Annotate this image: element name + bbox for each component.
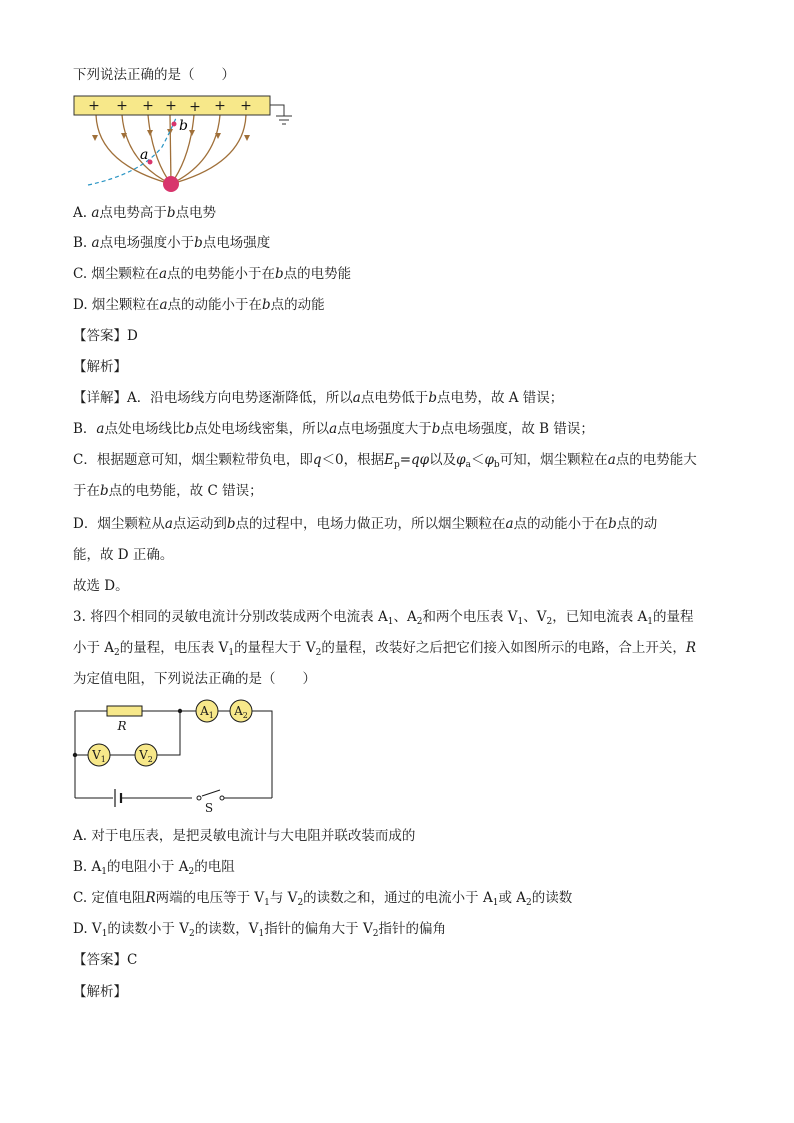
arrow-icon	[92, 135, 98, 141]
q2-option-b: B. a点电场强度小于b点电场强度	[73, 235, 271, 251]
plus-sign: +	[116, 98, 128, 114]
q3-option-c: C. 定值电阻R两端的电压等于 $V_1$与 $V_2$的读数之和，通过的电流小于 $A_1$或 $A_2$的读数	[73, 890, 573, 908]
q3-option-a: A. 对于电压表，是把灵敏电流计与大电阻并联改装而成的	[73, 828, 416, 844]
q2-option-d: D. 烟尘颗粒在a点的动能小于在b点的动能	[73, 297, 325, 313]
q3-stem-line3: 为定值电阻，下列说法正确的是（ ）	[73, 671, 316, 687]
arrow-icon	[147, 130, 153, 136]
junction-dot	[73, 753, 77, 757]
plus-sign: +	[165, 98, 177, 114]
ammeter-a2-label: $A_2$	[234, 704, 248, 720]
q2-option-a: A. a点电势高于b点电势	[73, 205, 217, 221]
field-line	[96, 115, 171, 184]
resistor-r	[107, 706, 142, 716]
q2-detail-c2: 于在b点的电势能，故 C 错误；	[73, 483, 263, 499]
q2-detail-b: B．a点处电场线比b点处电场线密集，所以a点电场强度大于b点电场强度，故 B 错误；	[73, 421, 594, 437]
field-line	[148, 115, 171, 184]
circuit-diagram	[72, 700, 282, 815]
plus-sign: +	[240, 98, 252, 114]
field-lines	[96, 115, 246, 184]
field-figure	[70, 92, 300, 197]
q2-conclusion: 故选 D。	[73, 578, 129, 594]
resistor-label: R	[117, 719, 127, 733]
q2-detail-d2: 能，故 D 正确。	[73, 547, 174, 563]
field-line	[170, 115, 171, 184]
q2-option-c: C. 烟尘颗粒在a点的电势能小于在b点的电势能	[73, 266, 352, 282]
label-b: b	[179, 118, 188, 134]
q3-stem-line1: 3. 将四个相同的灵敏电流计分别改装成两个电流表 $A_1$、$A_2$和两个电压表 $V_1$、$V_2$，已知电流表 $A_1$的量程	[73, 609, 694, 627]
negative-charge	[163, 176, 179, 192]
voltmeter-v2-label: $V_2$	[139, 748, 153, 764]
plus-sign: +	[214, 98, 226, 114]
switch-label: S	[204, 801, 214, 815]
q3-option-b: B. $A_1$的电阻小于 $A_2$的电阻	[73, 859, 235, 877]
q2-detail-a: 【详解】A．沿电场线方向电势逐渐降低，所以a点电势低于b点电势，故 A 错误；	[73, 390, 564, 406]
dust-trajectory	[88, 118, 176, 185]
switch-terminal	[220, 796, 224, 800]
switch-terminal	[197, 796, 201, 800]
plus-sign: +	[88, 98, 100, 114]
q2-detail-c1: C．根据题意可知，烟尘颗粒带负电，即q＜0，根据$E_p=q\varphi$以及$\varphi_a<\varphi_b$可知，烟尘颗粒在a点的电势能大	[73, 452, 697, 470]
q3-analysis-label: 【解析】	[73, 984, 127, 1000]
q2-stem: 下列说法正确的是（ ）	[73, 67, 235, 83]
label-a: a	[140, 147, 149, 163]
point-b	[172, 122, 177, 127]
q3-answer: 【答案】C	[73, 952, 138, 968]
q3-stem-line2: 小于 $A_2$的量程，电压表 $V_1$的量程大于 $V_2$的量程，改装好之后把它们接入如图所示的电路，合上开关，R	[73, 640, 697, 658]
plus-sign: +	[189, 99, 201, 115]
q2-detail-d1: D．烟尘颗粒从a点运动到b点的过程中，电场力做正功，所以烟尘颗粒在a点的动能小于在b点的动	[73, 516, 658, 532]
q2-analysis-label: 【解析】	[73, 359, 127, 375]
junction-dot	[178, 709, 182, 713]
ground-icon	[270, 105, 292, 124]
voltmeter-v1-label: $V_1$	[92, 748, 106, 764]
q3-option-d: D. $V_1$的读数小于 $V_2$的读数，$V_1$指针的偏角大于 $V_2$指针的偏角	[73, 921, 446, 939]
q2-answer: 【答案】D	[73, 328, 138, 344]
arrow-icon	[244, 135, 250, 141]
plus-sign: +	[142, 98, 154, 114]
arrow-icon	[189, 130, 195, 136]
ammeter-a1-label: $A_1$	[200, 704, 214, 720]
